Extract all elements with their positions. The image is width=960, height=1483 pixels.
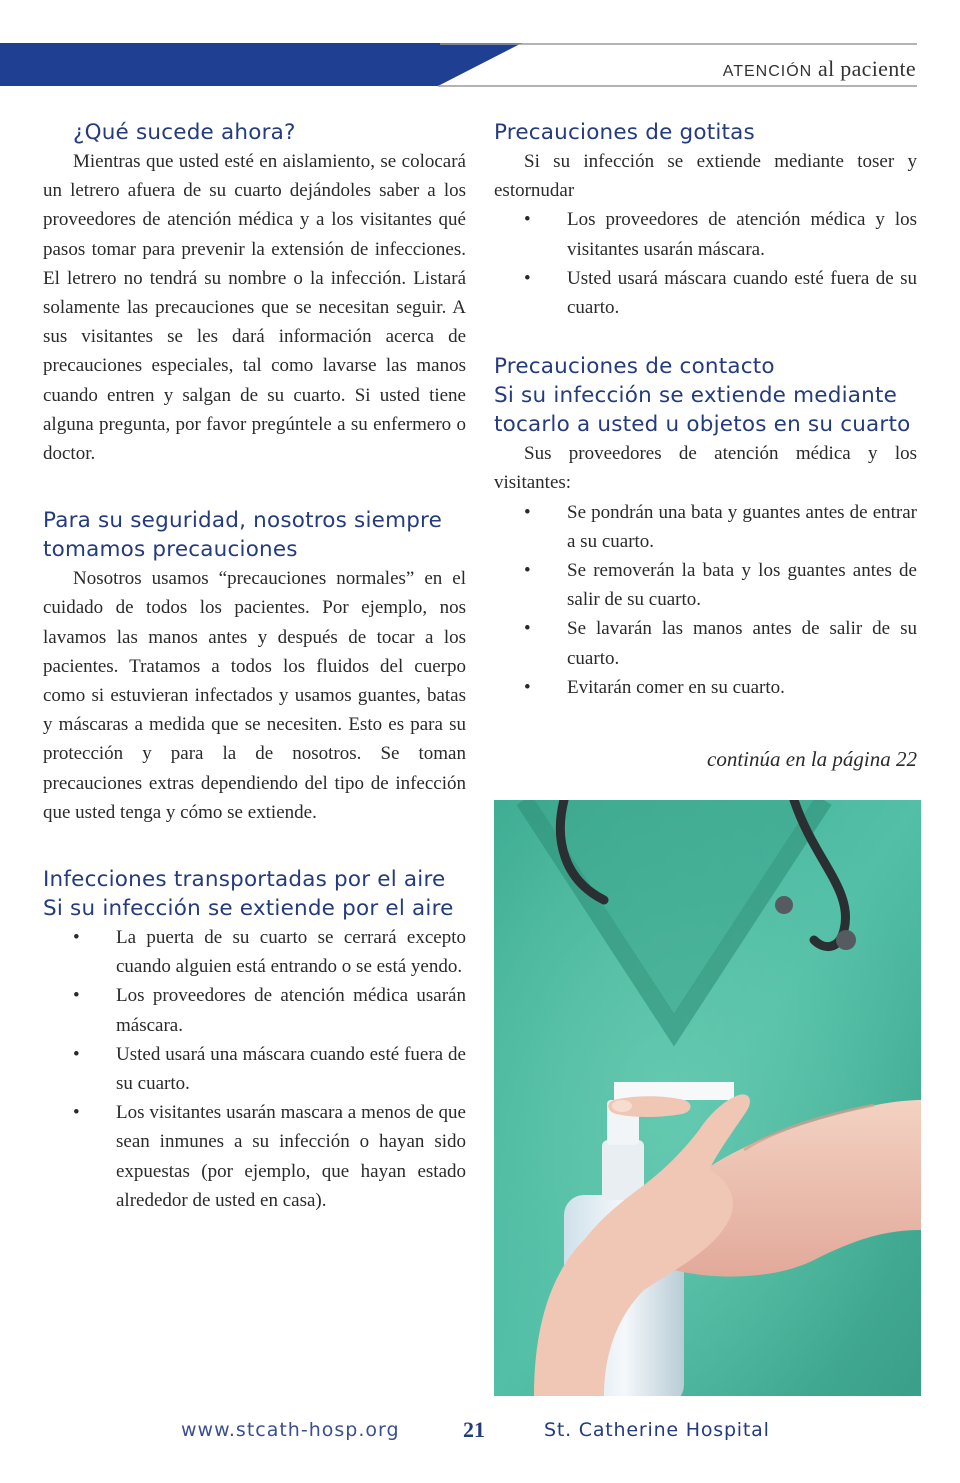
heading-safety xyxy=(43,506,466,564)
bullet-icon: • xyxy=(524,501,531,523)
heading-airborne-line1: Infecciones transportadas por el aire xyxy=(43,867,446,893)
right-column xyxy=(494,118,917,772)
heading-contact-line1: Precauciones de contacto xyxy=(494,354,775,380)
bullet-icon: • xyxy=(524,267,531,289)
photo-illustration xyxy=(494,800,921,1396)
heading-contact xyxy=(494,352,917,439)
bullet-icon: • xyxy=(524,618,531,640)
heading-airborne-line2: Si su infección se extiende por el aire xyxy=(43,896,454,922)
footer-hospital-name: St. Catherine Hospital xyxy=(544,1419,770,1441)
droplet-list xyxy=(494,205,917,322)
footer-url-link[interactable]: www.stcath-hosp.org xyxy=(181,1419,400,1441)
hand-sanitizer-photo xyxy=(494,800,921,1396)
left-column xyxy=(43,118,466,1215)
bullet-icon: • xyxy=(73,927,80,949)
heading-contact-line2: Si su infección se extiende mediante xyxy=(494,383,897,409)
heading-contact-line3: tocarlo a usted u objetos en su cuarto xyxy=(494,412,911,438)
page-footer xyxy=(0,1417,960,1449)
heading-safety-line2: tomamos precauciones xyxy=(43,537,298,563)
airborne-list xyxy=(43,923,466,1215)
bullet-icon: • xyxy=(73,1043,80,1065)
list-item: • Los proveedores de atención médica usarán máscara. xyxy=(43,981,466,1039)
list-item: • Usted usará una máscara cuando esté fuera de su cuarto. xyxy=(43,1040,466,1098)
paragraph-normal-precautions: Nosotros usamos “precauciones normales” en el cuidado de todos los pacientes. Por ejemplo, nos lavamos las manos antes y después de tocar a los pacientes. Tratamos a todos los fluidos del cuerpo como si estuvieran infectados y usamos guantes, batas y máscaras a medida que se necesiten. Esto es para su protección y para la de nosotros. Se toman precauciones extras dependiendo del tipo de infección que usted tenga y cómo se extiende. xyxy=(43,568,466,823)
bullet-icon: • xyxy=(524,676,531,698)
list-item: • La puerta de su cuarto se cerrará excepto cuando alguien está entrando o se está yendo. xyxy=(43,923,466,981)
list-item: • Se pondrán una bata y guantes antes de entrar a su cuarto. xyxy=(494,498,917,556)
heading-airborne xyxy=(43,865,466,923)
paragraph-contact: Sus proveedores de atención médica y los visitantes: xyxy=(494,443,917,494)
heading-droplet: Precauciones de gotitas xyxy=(494,120,755,145)
list-item: • Usted usará máscara cuando esté fuera de su cuarto. xyxy=(494,264,917,322)
bullet-icon: • xyxy=(524,560,531,582)
list-item: • Los proveedores de atención médica y los visitantes usarán máscara. xyxy=(494,205,917,263)
list-item: • Se lavarán las manos antes de salir de su cuarto. xyxy=(494,614,917,672)
bullet-icon: • xyxy=(73,985,80,1007)
page-number: 21 xyxy=(463,1417,485,1442)
heading-safety-line1: Para su seguridad, nosotros siempre xyxy=(43,508,443,534)
contact-list xyxy=(494,498,917,702)
section-title-caps: ATENCIÓN xyxy=(722,63,813,80)
list-item: • Los visitantes usarán mascara a menos de que sean inmunes a su infección o hayan sido expuestas (por ejemplo, que hayan estado alrededor de usted en casa). xyxy=(43,1098,466,1215)
continued-note: continúa en la página 22 xyxy=(707,747,917,772)
list-item: • Se removerán la bata y los guantes antes de salir de su cuarto. xyxy=(494,556,917,614)
list-item: • Evitarán comer en su cuarto. xyxy=(494,673,917,702)
paragraph-isolation: Mientras que usted esté en aislamiento, se colocará un letrero afuera de su cuarto dejándoles saber a los proveedores de atención médica y a los visitantes qué pasos tomar para prevenir la extensión de infecciones. El letrero no tendrá su nombre o la infección. Listará solamente las precauciones que se necesitan seguir. A sus visitantes se les dará información acerca de precauciones especiales, tal como lavarse las manos cuando entren y salgan de su cuarto. Si usted tiene alguna pregunta, por favor pregúntele a su enfermero o doctor. xyxy=(43,151,466,465)
bullet-icon: • xyxy=(524,209,531,231)
paragraph-droplet: Si su infección se extiende mediante toser y estornudar xyxy=(494,151,917,202)
section-title-rest: al paciente xyxy=(812,56,916,81)
section-title xyxy=(723,56,916,82)
bullet-icon: • xyxy=(73,1102,80,1124)
heading-what-happens-now: ¿Qué sucede ahora? xyxy=(73,120,296,145)
